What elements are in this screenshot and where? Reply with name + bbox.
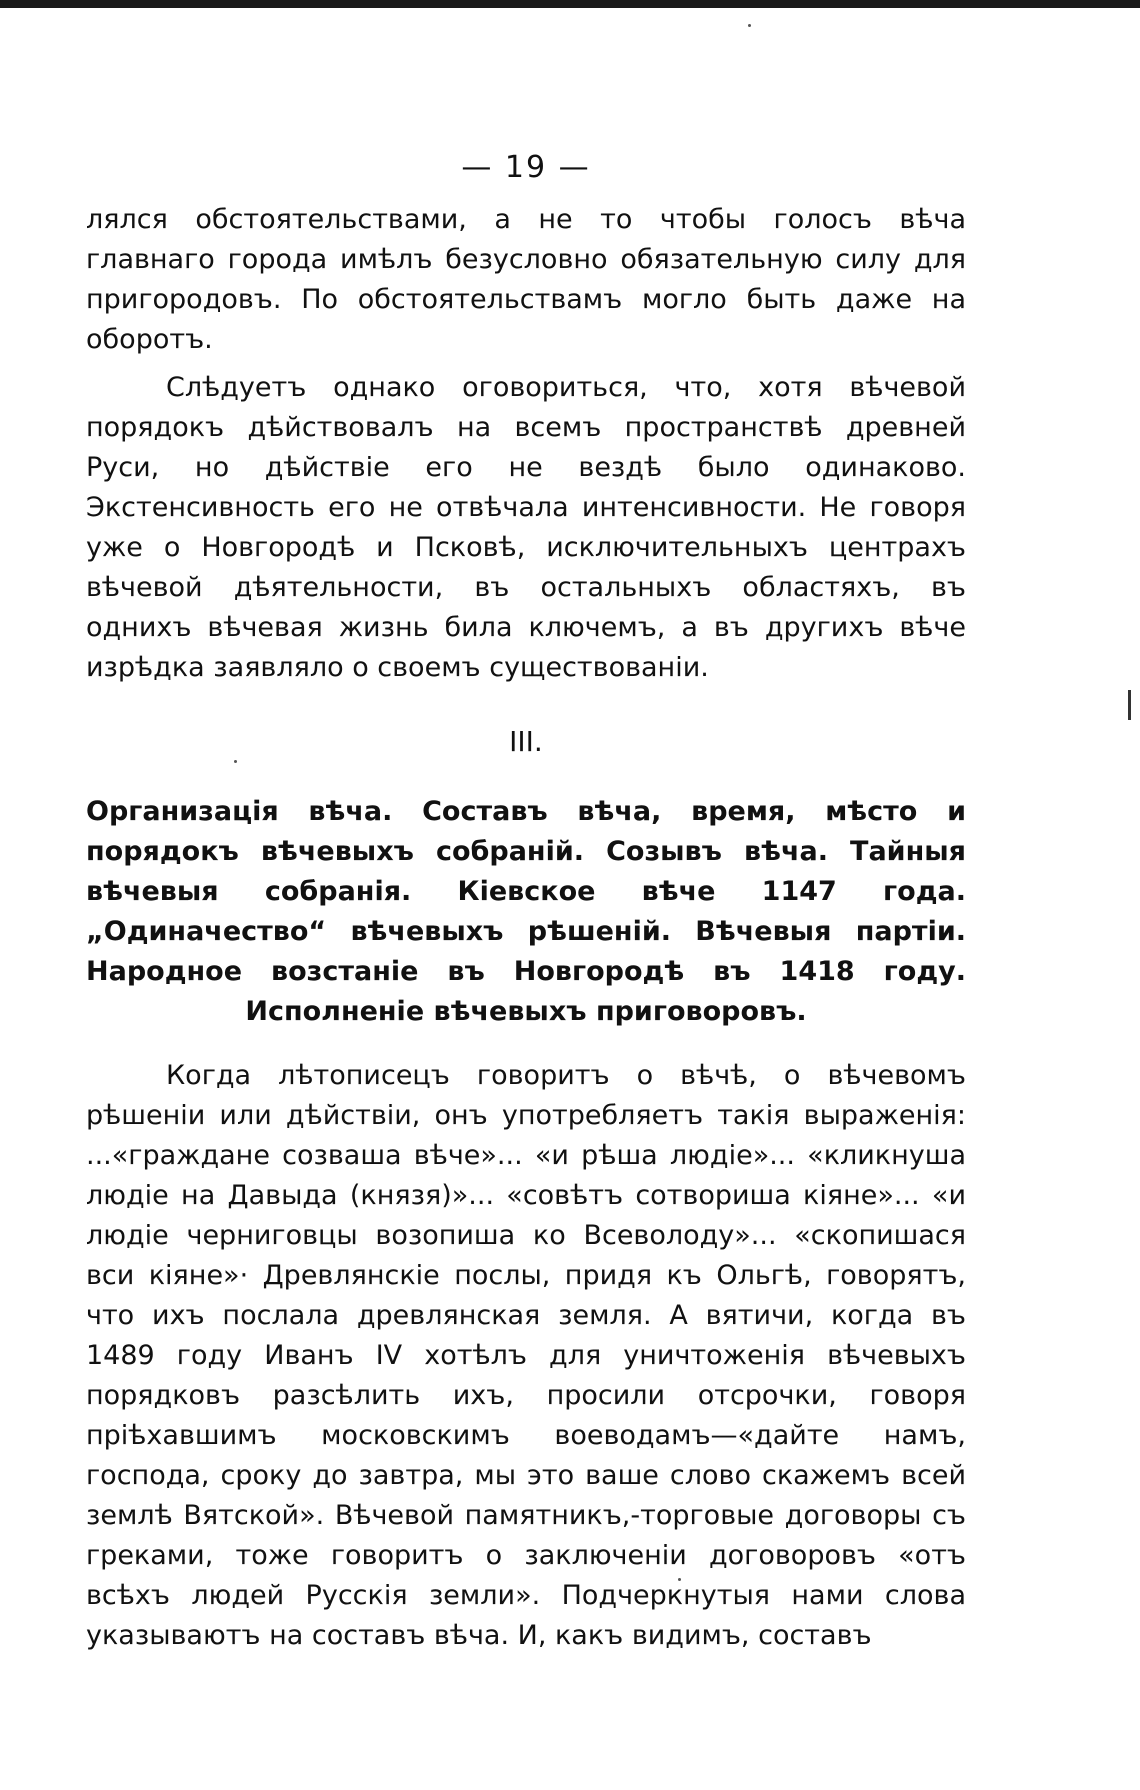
section-numeral: III. xyxy=(509,725,543,758)
chapter-heading: Организація вѣча. Составъ вѣча, время, мѣсто и порядокъ вѣчевыхъ собраній. Созывъ вѣча. Тайныя вѣчевыя собранія. Кіевское вѣче 1147 года. „Одиначество“ вѣчевыхъ рѣшеній. Вѣчевыя партіи. Народное возстаніе въ Новгородѣ въ 1418 году. Исполненіе вѣчевыхъ приговоровъ. xyxy=(86,796,966,1027)
paragraph: Когда лѣтописецъ говоритъ о вѣчѣ, о вѣчевомъ рѣшеніи или дѣйствіи, онъ употребляетъ такія выраженія: ...«граждане созваша вѣче»... «и рѣша людіе»... «кликнуша людіе на Давыда (князя)»... «совѣтъ сотвориша кіяне»... «и людіе черниговцы возопиша ко Всеволоду»... «скопишася вси кіяне»· Древлянскіе послы, придя къ Ольгѣ, говорятъ, что ихъ послала древлянская земля. А вятичи, когда въ 1489 году Иванъ IV хотѣлъ для уничтоженія вѣчевыхъ порядковъ разсѣлить ихъ, просили отсрочки, говоря пріѣхавшимъ московскимъ воеводамъ—«дайте намъ, господа, сроку до завтра, мы это ваше слово скажемъ всей землѣ Вятской». Вѣчевой памятникъ,-торговые договоры съ греками, тоже говоритъ о заключеніи договоровъ «отъ всѣхъ людей Русскія земли». Подчеркнутыя нами слова указываютъ на составъ вѣча. И, какъ видимъ, составъ xyxy=(86,1060,966,1651)
top-border-rule xyxy=(0,0,1140,8)
print-speck xyxy=(748,24,751,27)
paragraph-continuation: лялся обстоятельствами, а не то чтобы голосъ вѣча главнаго города имѣлъ безусловно обязательную силу для пригородовъ. По обстоятельствамъ могло быть даже на оборотъ. xyxy=(86,204,966,355)
margin-mark xyxy=(1128,690,1131,720)
paragraph-gap xyxy=(86,360,966,368)
book-page xyxy=(86,150,966,1656)
paragraph: Слѣдуетъ однако оговориться, что, хотя вѣчевой порядокъ дѣйствовалъ на всемъ пространствѣ древней Руси, но дѣйствіе его не вездѣ было одинаково. Экстенсивность его не отвѣчала интенсивности. Не говоря уже о Новгородѣ и Псковѣ, исключительныхъ центрахъ вѣчевой дѣятельности, въ остальныхъ областяхъ, въ однихъ вѣчевая жизнь била ключемъ, а въ другихъ вѣче изрѣдка заявляло о своемъ существованіи. xyxy=(86,372,966,683)
page-number: — 19 — xyxy=(461,150,591,185)
